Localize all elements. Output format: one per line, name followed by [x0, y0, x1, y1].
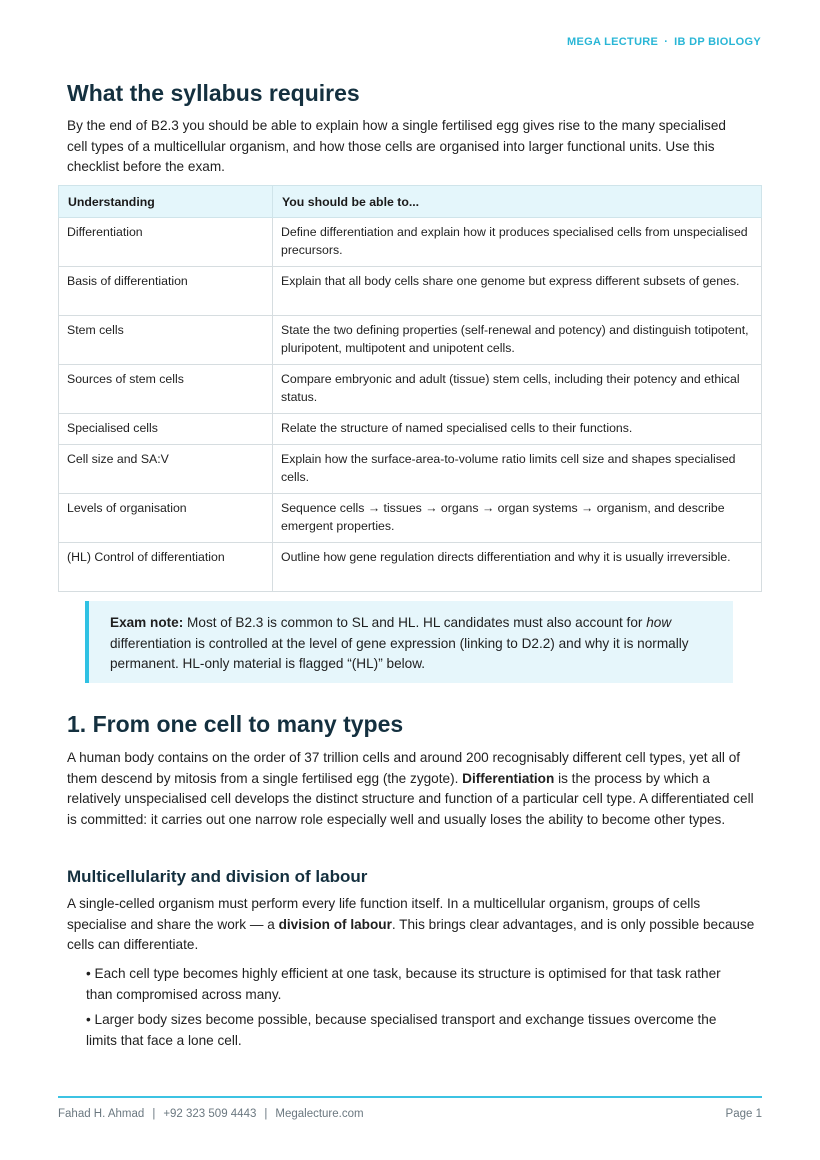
table-row	[59, 218, 762, 267]
footer-separator: |	[152, 1108, 156, 1120]
footer-divider	[58, 1096, 762, 1098]
footer-website: Megalecture.com	[275, 1108, 364, 1120]
exam-note-emphasis: how	[646, 615, 672, 630]
exam-note-label: Exam note:	[110, 615, 184, 630]
table-cell-understanding: (HL) Control of differentiation	[59, 543, 273, 592]
table-cell-objective: Outline how gene regulation directs differentiation and why it is usually irreversible.	[273, 543, 762, 592]
syllabus-checklist-table	[58, 185, 762, 592]
table-cell-understanding: Levels of organisation	[59, 494, 273, 543]
exam-note-text-after: differentiation is controlled at the level of gene expression (linking to D2.2) and why it is normally permanent. HL-only material is flagged “(HL)” below.	[110, 635, 689, 672]
table-cell-objective: Explain that all body cells share one genome but express different subsets of genes.	[273, 267, 762, 316]
list-item: • Larger body sizes become possible, because specialised transport and exchange tissues overcome the limits that face a lone cell.	[86, 1012, 717, 1048]
table-cell-objective: Sequence cells → tissues → organs → organ systems → organism, and describe emergent properties.	[273, 494, 762, 543]
table-cell-understanding: Basis of differentiation	[59, 267, 273, 316]
table-cell-objective: Explain how the surface-area-to-volume ratio limits cell size and shapes specialised cells.	[273, 445, 762, 494]
table-cell-objective: Define differentiation and explain how it produces specialised cells from unspecialised precursors.	[273, 218, 762, 267]
list-item: • Each cell type becomes highly efficient at one task, because its structure is optimised for that task rather than compromised across many.	[86, 966, 721, 1002]
division-of-labour-term: division of labour	[278, 916, 392, 932]
table-row	[59, 445, 762, 494]
footer-author: Fahad H. Ahmad	[58, 1108, 145, 1120]
table-cell-objective: Compare embryonic and adult (tissue) stem cells, including their potency and ethical status.	[273, 365, 762, 414]
exam-note-text-before: Most of B2.3 is common to SL and HL. HL candidates must also account for	[183, 615, 647, 630]
course-name: IB DP BIOLOGY	[674, 36, 761, 48]
section1-paragraph	[67, 748, 757, 830]
table-cell-understanding: Cell size and SA:V	[59, 445, 273, 494]
table-row	[59, 267, 762, 316]
header-brand	[567, 36, 761, 48]
multicellularity-paragraph	[67, 894, 757, 956]
table-cell-understanding: Specialised cells	[59, 414, 273, 445]
table-cell-understanding: Differentiation	[59, 218, 273, 267]
page-number: Page 1	[725, 1108, 762, 1120]
sub-para-before: A single-celled organism must perform every life function itself. In a multicellular organism, groups of cells specialise and share the work — a	[67, 896, 701, 932]
section1-para-after: is the process by which a relatively unspecialised cell develops the distinct structure and function of a particular cell type. A differentiated cell is committed: it carries out one narrow role especially well and usually loses the ability to become other types.	[67, 770, 754, 827]
table-row	[59, 543, 762, 592]
syllabus-intro: By the end of B2.3 you should be able to explain how a single fertilised egg gives rise to the many specialised cell types of a multicellular organism, and how those cells are organised into larger functional units. Use this checklist before the exam.	[67, 118, 726, 175]
section1-title: 1. From one cell to many types	[67, 711, 404, 737]
table-row	[59, 494, 762, 543]
syllabus-title: What the syllabus requires	[67, 80, 360, 106]
table-cell-objective: State the two defining properties (self-renewal and potency) and distinguish totipotent, pluripotent, multipotent and unipotent cells.	[273, 316, 762, 365]
table-row	[59, 365, 762, 414]
sub-para-after: . This brings clear advantages, and is only possible because cells can differentiate.	[67, 916, 755, 953]
table-row	[59, 414, 762, 445]
brand-name: MEGA LECTURE	[567, 36, 659, 48]
table-header-understanding: Understanding	[59, 186, 273, 218]
table-cell-understanding: Stem cells	[59, 316, 273, 365]
exam-note-callout	[85, 601, 733, 683]
footer-phone: +92 323 509 4443	[163, 1108, 257, 1120]
table-cell-objective: Relate the structure of named specialised cells to their functions.	[273, 414, 762, 445]
section1-para-before: A human body contains on the order of 37 trillion cells and around 200 recognisably different cell types, yet all of them descend by mitosis from a single fertilised egg (the zygote).	[67, 750, 741, 786]
footer-separator: |	[264, 1108, 268, 1120]
table-row	[59, 316, 762, 365]
table-header-able-to: You should be able to...	[273, 186, 762, 218]
footer	[58, 1108, 762, 1120]
brand-separator: ·	[664, 36, 669, 48]
table-cell-understanding: Sources of stem cells	[59, 365, 273, 414]
subheading-multicellularity: Multicellularity and division of labour	[67, 867, 368, 886]
table-header-row	[59, 186, 762, 218]
differentiation-term: Differentiation	[462, 770, 555, 786]
